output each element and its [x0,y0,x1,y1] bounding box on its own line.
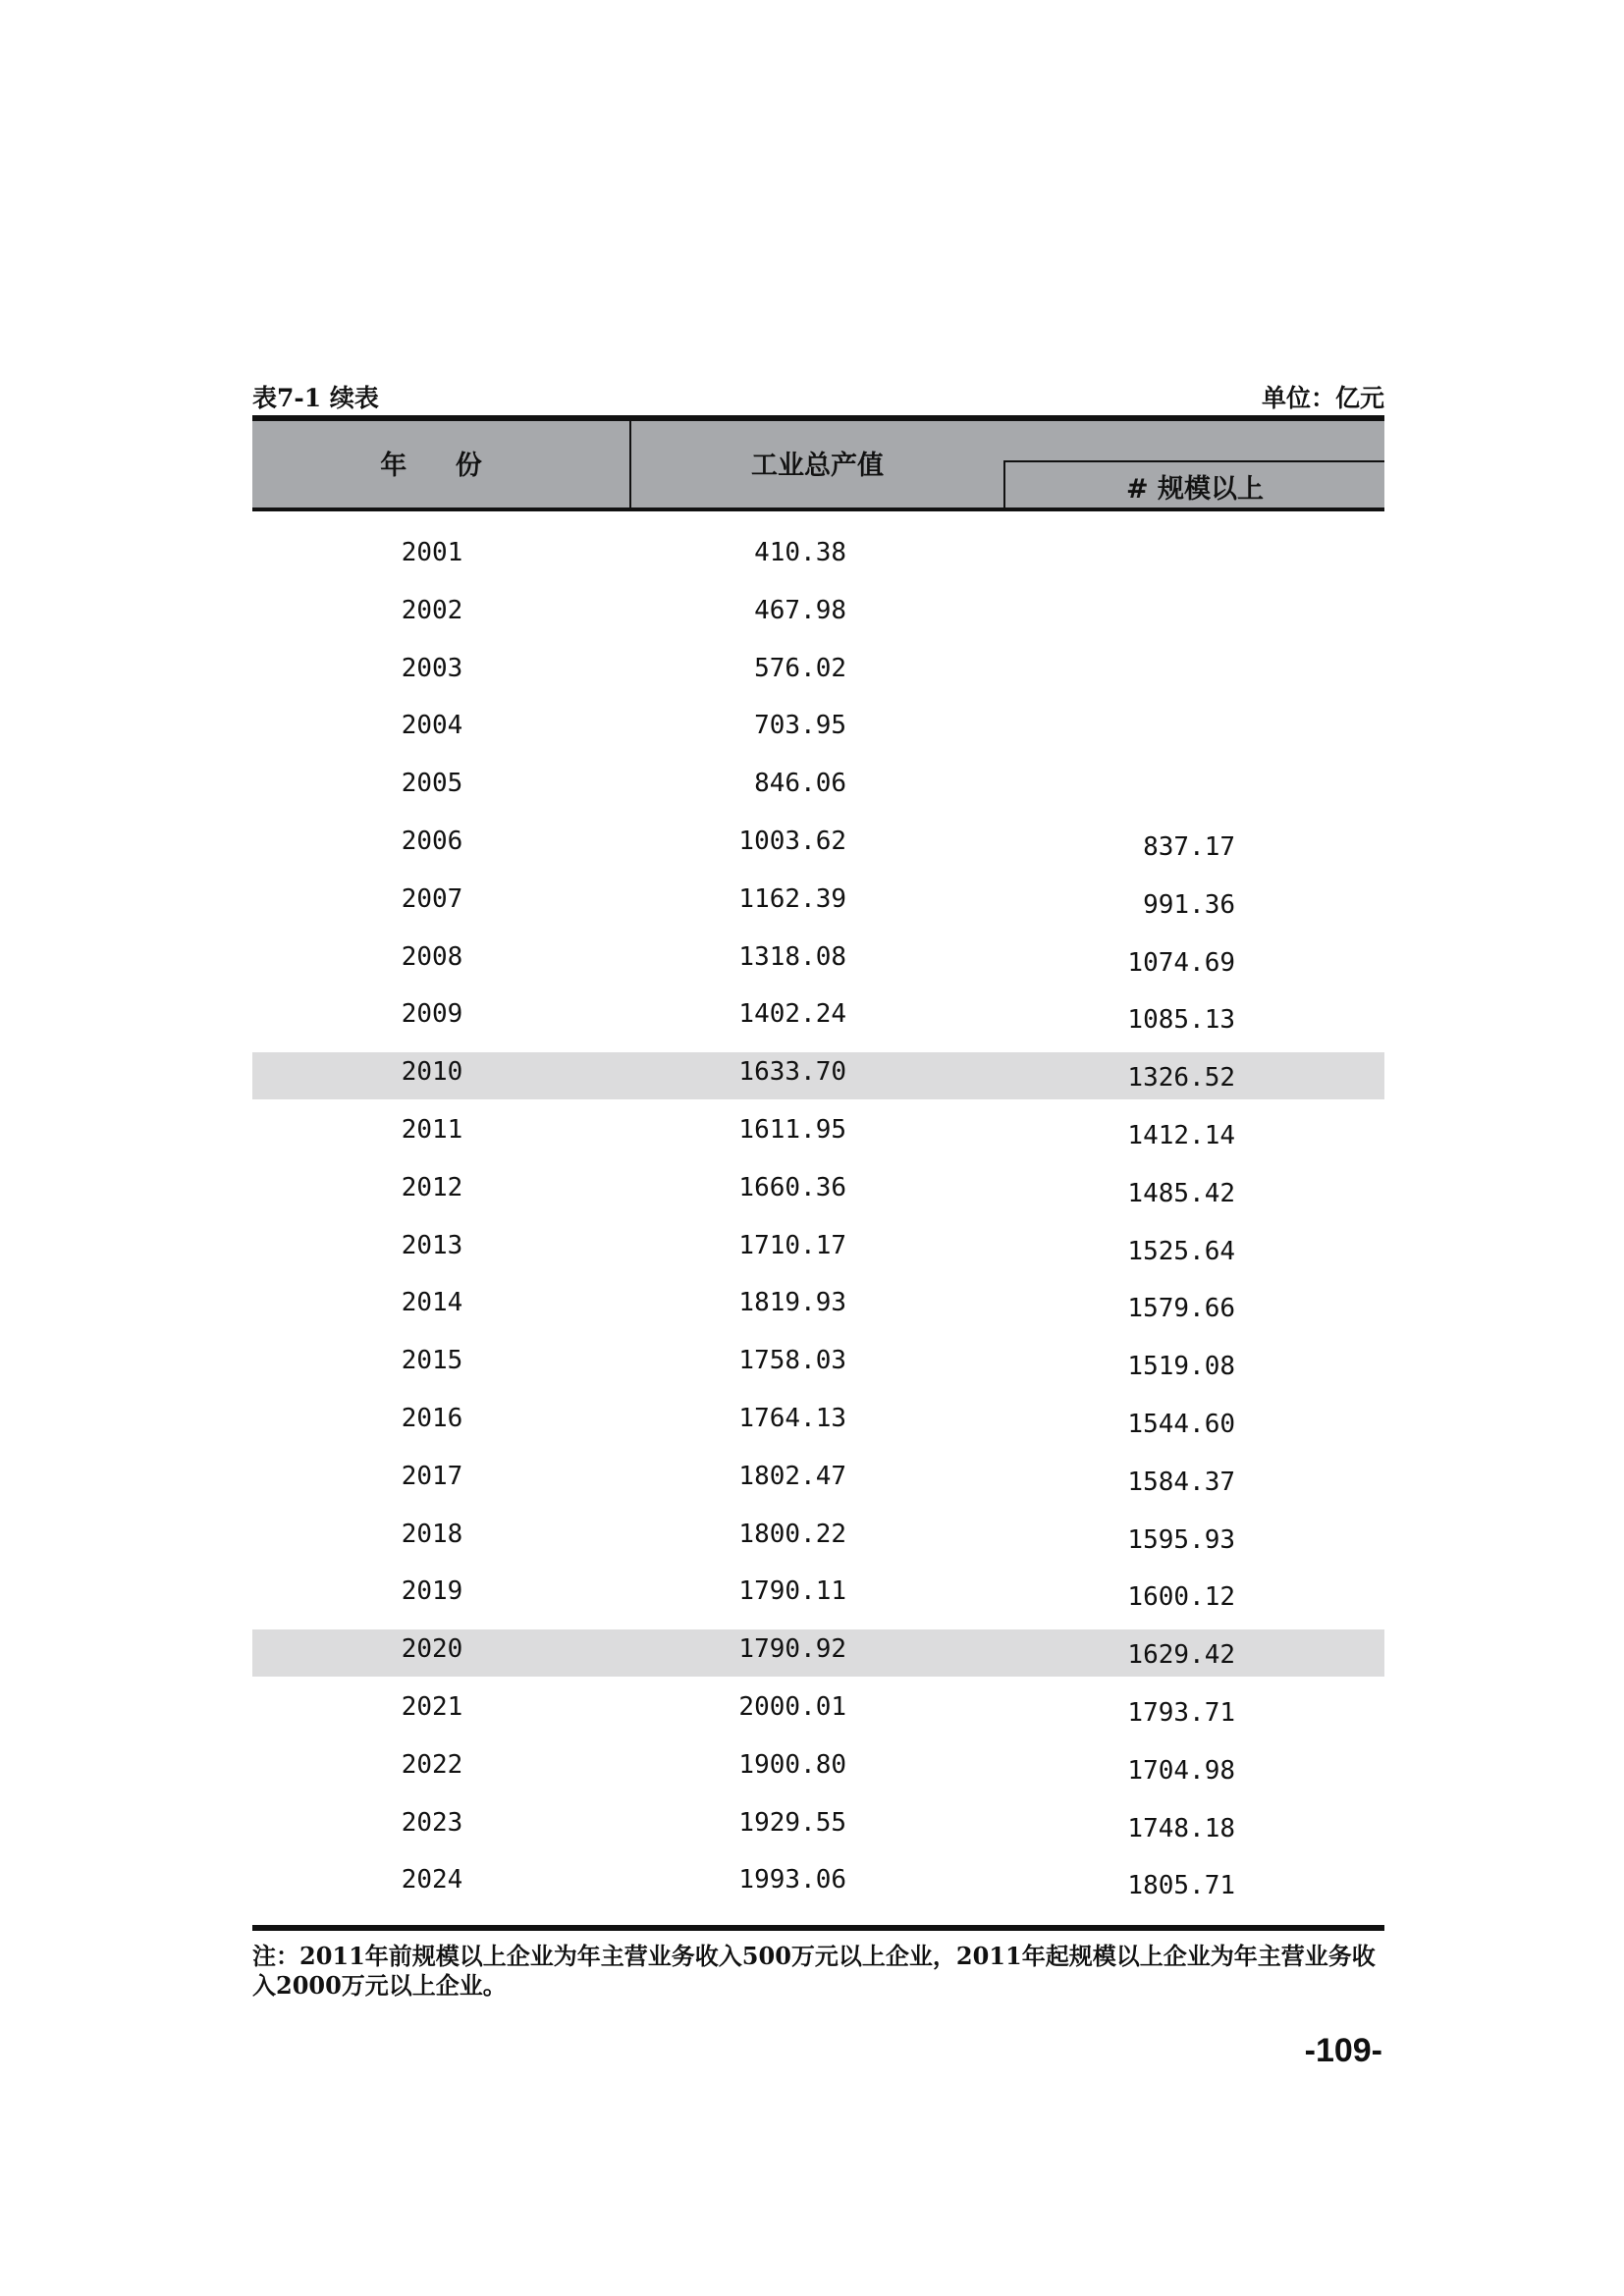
unit-label: 单位：亿元 [1261,384,1384,412]
cell-above-scale: 1805.71 [1127,1871,1235,1901]
cell-total: 1633.70 [738,1057,846,1088]
cell-year: 2022 [401,1749,463,1780]
cell-above-scale: 1584.37 [1127,1467,1235,1497]
cell-above-scale: 1595.93 [1127,1524,1235,1555]
cell-year: 2001 [401,538,463,567]
cell-year: 2014 [401,1288,463,1318]
cell-total: 1790.92 [738,1634,846,1665]
cell-total: 1790.11 [738,1576,846,1607]
header-bottom-rule [252,507,1384,511]
bottom-rule [252,1925,1384,1931]
cell-above-scale: 1326.52 [1127,1063,1235,1094]
cell-year: 2008 [401,941,463,972]
cell-total: 1660.36 [738,1172,846,1202]
cell-total: 576.02 [754,653,846,683]
cell-year: 2018 [401,1519,463,1549]
table-title: 表7-1 续表 [252,384,379,412]
cell-year: 2016 [401,1404,463,1433]
cell-total: 1800.22 [738,1519,846,1549]
cell-year: 2015 [401,1346,463,1376]
cell-year: 2007 [401,883,463,914]
cell-total: 1929.55 [738,1807,846,1838]
cell-year: 2005 [401,769,463,799]
cell-above-scale: 1485.42 [1127,1178,1235,1208]
page-number: -109- [1304,2032,1382,2069]
subheader-rule [1003,460,1384,462]
cell-total: 1611.95 [738,1115,846,1145]
cell-total: 1710.17 [738,1230,846,1260]
cell-total: 1318.08 [738,941,846,972]
cell-year: 2013 [401,1230,463,1260]
cell-above-scale: 1544.60 [1127,1410,1235,1439]
cell-above-scale: 1629.42 [1127,1640,1235,1671]
cell-above-scale: 837.17 [1143,832,1235,862]
cell-total: 1993.06 [738,1865,846,1896]
cell-year: 2012 [401,1172,463,1202]
cell-total: 1402.24 [738,999,846,1030]
cell-above-scale: 1525.64 [1127,1236,1235,1266]
cell-total: 1162.39 [738,883,846,914]
cell-total: 1802.47 [738,1461,846,1491]
cell-year: 2003 [401,653,463,683]
cell-total: 467.98 [754,595,846,625]
table-note: 注：2011年前规模以上企业为年主营业务收入500万元以上企业，2011年起规模以上企业为年主营业务收入2000万元以上企业。 [252,1942,1376,2000]
cell-above-scale: 1579.66 [1127,1294,1235,1324]
cell-total: 1003.62 [738,827,846,856]
cell-year: 2009 [401,999,463,1030]
cell-total: 1900.80 [738,1749,846,1780]
cell-above-scale: 1748.18 [1127,1813,1235,1843]
header-total-output: 工业总产值 [751,451,884,481]
cell-above-scale: 1793.71 [1127,1698,1235,1728]
cell-year: 2024 [401,1865,463,1896]
cell-above-scale: 1519.08 [1127,1352,1235,1382]
cell-year: 2021 [401,1692,463,1722]
cell-year: 2023 [401,1807,463,1838]
cell-above-scale: 991.36 [1143,889,1235,920]
cell-above-scale: 1600.12 [1127,1582,1235,1613]
cell-total: 1764.13 [738,1404,846,1433]
cell-above-scale: 1085.13 [1127,1005,1235,1036]
cell-total: 846.06 [754,769,846,799]
cell-year: 2006 [401,827,463,856]
cell-year: 2017 [401,1461,463,1491]
cell-year: 2020 [401,1634,463,1665]
cell-year: 2004 [401,711,463,741]
cell-above-scale: 1412.14 [1127,1121,1235,1150]
cell-total: 410.38 [754,538,846,567]
cell-total: 2000.01 [738,1692,846,1722]
cell-above-scale: 1704.98 [1127,1755,1235,1786]
cell-above-scale: 1074.69 [1127,947,1235,978]
cell-year: 2010 [401,1057,463,1088]
cell-year: 2011 [401,1115,463,1145]
cell-year: 2019 [401,1576,463,1607]
header-above-scale: # 规模以上 [1125,474,1265,505]
cell-year: 2002 [401,595,463,625]
cell-total: 1819.93 [738,1288,846,1318]
header-year: 年 份 [380,451,502,481]
cell-total: 1758.03 [738,1346,846,1376]
cell-total: 703.95 [754,711,846,741]
